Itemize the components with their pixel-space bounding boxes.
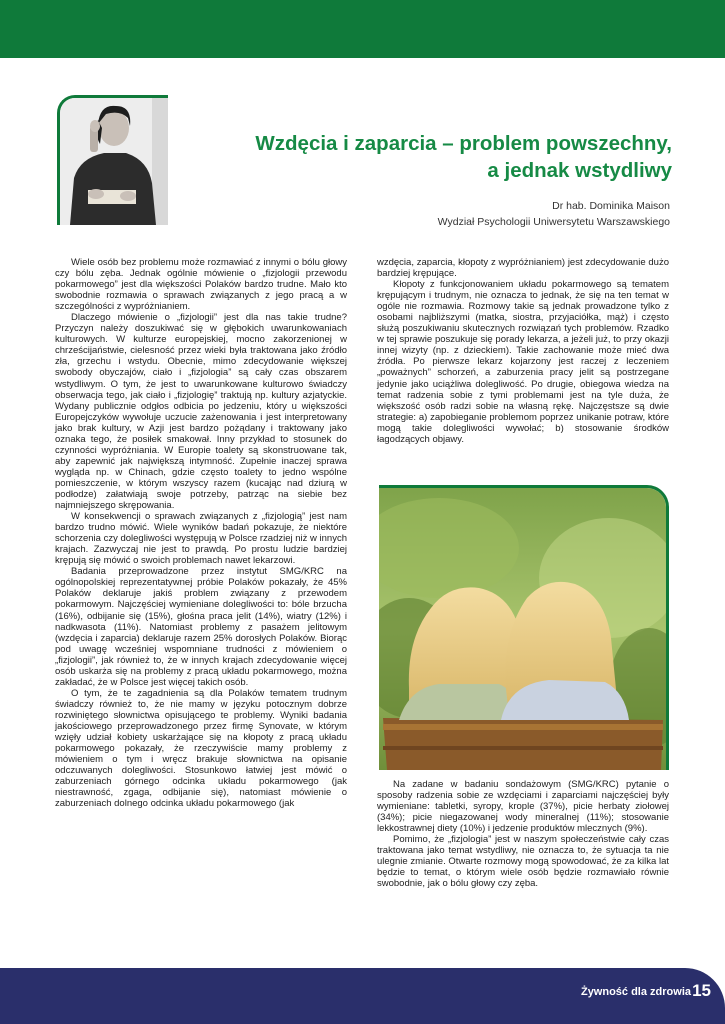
paragraph: Pomimo, że „fizjologia” jest w naszym społeczeństwie cały czas traktowana jako temat wstydliwy, nie oznacza to, że sytuacja ta nie ulegnie zmianie. Otwarte rozmowy mogą spowodować, że za kilka lat będzie to temat, o którym wiele osób będzie rozmawiało równie swobodnie, jak o bólu głowy czy zęba. bbox=[377, 834, 669, 890]
paragraph: Wiele osób bez problemu może rozmawiać z innymi o bólu głowy czy bólu zęba. Jednak ogólnie mówienie o „fizjologii przewodu pokarmowego” jest dla większości Polaków bardzo trudne. Mało kto swobodnie rozmawia o sprawach związanych z jego pracą a w szczególności z wypróżnianiem. bbox=[55, 257, 347, 313]
text-column-right-bottom bbox=[377, 779, 669, 889]
author-photo bbox=[57, 95, 168, 225]
page-number: 15 bbox=[692, 981, 711, 1000]
author-block bbox=[300, 198, 670, 230]
magazine-name: Żywność dla zdrowia bbox=[580, 986, 691, 998]
text-column-left bbox=[55, 257, 347, 809]
article-photo bbox=[379, 485, 669, 770]
footer-bar bbox=[0, 968, 725, 1024]
paragraph: O tym, że te zagadnienia są dla Polaków tematem trudnym świadczy również to, że nie mamy w języku potocznym dobrze rozwiniętego słownictwa opisującego te problemy. Wyniki badania jakościowego przeprowadzonego przez firmę Synovate, w którym wzięły udział kobiety uskarżające się na kłopoty z pracą układu pokarmowego pokazały, że rzeczywiście mamy problemy z mówieniem o tym i wręcz brakuje słownictwa na opisanie odczuwanych dolegliwości. Stosunkowo łatwiej jest mówić o zaburzeniach górnego odcinka układu pokarmowego (jak niestrawność, zgaga, odbijanie się), natomiast mówienie o zaburzeniach dolnego odcinka układu pokarmowego (jak bbox=[55, 687, 347, 810]
article-title bbox=[230, 130, 672, 184]
author-name: Dr hab. Dominika Maison bbox=[552, 200, 670, 212]
author-affiliation: Wydział Psychologii Uniwersytetu Warszawskiego bbox=[437, 216, 670, 228]
text-column-right-top bbox=[377, 257, 669, 445]
paragraph: wzdęcia, zaparcia, kłopoty z wypróżnianiem) jest zdecydowanie dużo bardziej krępujące. bbox=[377, 257, 669, 280]
paragraph: Kłopoty z funkcjonowaniem układu pokarmowego są tematem krępującym i trudnym, nie oznacza to jednak, że się na ten temat w ogóle nie rozmawia. Rozmowy takie są jednak prowadzone tylko z osobami najbliższymi (matka, siostra, przyjaciółka, mąż) i często służą poszukiwaniu skutecznych rozwiązań tych problemów. Rzadko w tej sprawie poszukuje się porady lekarza, a jeżeli już, to przy okazji innej wizyty (np. z dzieckiem). Takie zachowanie może mieć dwa źródła. Po pierwsze lekarz kojarzony jest raczej z leczeniem „poważnych” schorzeń, a zaburzenia pracy jelit są postrzegane jedynie jako uciążliwa dolegliwość. Po drugie, obiegowa wiedza na temat radzenia sobie z tymi problemami jest na tyle duża, że większość osób radzi sobie na własną rękę. Najczęstsze są dwie strategie: a) zapobieganie problemom poprzez unikanie potraw, które mogą takie dolegliwości wywołać; b) stosowanie środków łagodzących objawy. bbox=[377, 279, 669, 445]
paragraph: W konsekwencji o sprawach związanych z „fizjologią” jest nam bardzo trudno mówić. Wiele wyników badań pokazuje, że niektóre schorzenia czy dolegliwości występują w Polsce rzadziej niż w innych krajach. Zazwyczaj nie jest to prawdą. Po prostu ludzie bardziej krępują się mówić o swoich problemach nawet lekarzowi. bbox=[55, 511, 347, 567]
header-bar bbox=[0, 0, 725, 58]
title-line-1: Wzdęcia i zaparcia – problem powszechny, bbox=[255, 132, 672, 155]
title-line-2: a jednak wstydliwy bbox=[487, 159, 672, 182]
paragraph: Dlaczego mówienie o „fizjologii” jest dla nas takie trudne? Przyczyn należy doszukiwać się w głębokich uwarunkowaniach kulturowych. W kulturze europejskiej, mocno zakorzenionej w chrześcijaństwie, cielesność przez wieki była traktowana jako źródło zła, grzechu i wstydu. Obecnie, mimo zdecydowanie większej swobody obyczajów, ciało i „fizjologia” są cały czas obszarem wstydliwym. O tym, że jest to uwarunkowane kulturowo świadczy obserwacja tego, jak ciało i „fizjologię” traktują np. kultury azjatyckie. Wydany publicznie odgłos odbicia po jedzeniu, który u większości Europejczyków wywołuje uczucie zażenowania i jest interpretowany jako brak kultury, w Azji jest bardzo pożądany i traktowany jako oznaka tego, że posiłek smakował. Inny przykład to stosunek do czynności wypróżniania. W Europie toalety są skonstruowane tak, aby zapewnić jak największą intymność. Zupełnie inaczej sprawa wygląda np. w Chinach, gdzie często toalety to jedno wspólne pomieszczenie, w którym wszyscy razem (kucając nad dziurą w podłodze) załatwiają swoje potrzeby, patrząc na siebie bez najmniejszego skrępowania. bbox=[55, 312, 347, 512]
paragraph: Na zadane w badaniu sondażowym (SMG/KRC) pytanie o sposoby radzenia sobie ze wzdęciami i zaparciami najczęściej były wymieniane: tabletki, syropy, krople (37%), picie herbaty ziołowej (34%); picie niegazowanej wody mineralnej (11%); stosowanie lekkostrawnej diety (10%) i jedzenie produktów mlecznych (9%). bbox=[377, 779, 669, 835]
paragraph: Badania przeprowadzone przez instytut SMG/KRC na ogólnopolskiej reprezentatywnej próbie Polaków pokazały, że 45% Polaków deklaruje jakiś problem związany z przewodem pokarmowym. Najczęściej wymieniane dolegliwości to: bóle brzucha (16%), odbijanie się (15%), głośna praca jelit (14%), wiatry (12%) i nadkwasota (11%). Natomiast problemy z pasażem jelitowym (wzdęcia i zaparcia) deklaruje razem 25% dorosłych Polaków. Biorąc pod uwagę wcześniej wspomniane trudności z mówieniem o „fizjologii”, jak również to, że w innych krajach zdecydowanie więcej osób uskarża się na problemy z pracą układu pokarmowego, można zakładać, że w Polsce jest więcej takich osób. bbox=[55, 566, 347, 688]
